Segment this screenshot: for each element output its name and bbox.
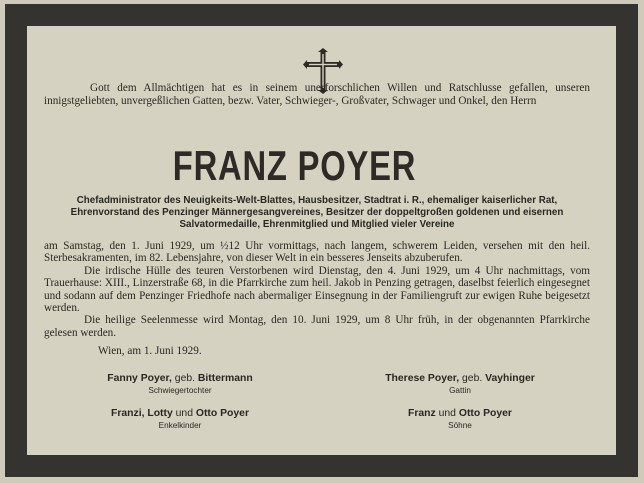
title-line: Chefadministrator des Neuigkeits-Welt-Blattes, Hausbesitzer, Stadtrat i. R., ehemaliger kaiserlicher Rat, — [76, 195, 558, 206]
signatory: Fanny Poyer, geb. Bittermann Schwiegertochter — [70, 373, 290, 395]
funeral-paragraph: Die irdische Hülle des teuren Verstorbenen wird Dienstag, den 4. Juni 1929, um 4 Uhr nachmittags, vom Trauerhause: XIII., Linzerstraße 68, in die Pfarrkirche zum heil. Jakob in Penzing getragen, daselbst feierlich eingesegnet und sodann auf dem Penzinger Friedhofe nach abermaliger Einsegnung in der Familiengruft zur ewigen Ruhe beigesetzt werden. — [44, 264, 590, 315]
signatory-role: Söhne — [448, 421, 472, 430]
signatory-role: Gattin — [449, 386, 471, 395]
signatory-role: Schwiegertochter — [148, 386, 212, 395]
mass-paragraph: Die heilige Seelenmesse wird Montag, den 10. Juni 1929, um 8 Uhr früh, in der obgenannten Pfarrkirche gelesen werden. — [44, 314, 590, 339]
place-date: Wien, am 1. Juni 1929. — [98, 345, 202, 357]
title-line: Salvatormedaille, Ehrenmitglied und Mitglied vieler Vereine — [179, 219, 455, 230]
deceased-titles — [44, 195, 590, 231]
signatory-role: Enkelkinder — [158, 421, 202, 430]
signatory: Franz und Otto Poyer Söhne — [350, 408, 570, 430]
signatory: Franzi, Lotty und Otto Poyer Enkelkinder — [70, 408, 290, 430]
intro-paragraph: Gott dem Allmächtigen hat es in seinem unerforschlichen Willen und Ratschlusse gefallen, unseren innigstgeliebten, unvergeßlichen Gatten, bezw. Vater, Schwieger-, Großvater, Schwager und Onkel, den Herrn — [44, 82, 590, 107]
death-paragraph: am Samstag, den 1. Juni 1929, um ½12 Uhr vormittags, nach langem, schwerem Leiden, versehen mit den heil. Sterbesakramenten, im 82. Lebensjahre, von dieser Welt in ein besseres Jenseits abzuberufen. — [44, 240, 590, 265]
signatory: Therese Poyer, geb. Vayhinger Gattin — [350, 373, 570, 395]
deceased-name: FRANZ POYER — [172, 142, 417, 189]
title-line: Ehrenvorstand des Penzinger Männergesangvereines, Besitzer der doppeltgroßen goldenen und eisernen — [70, 207, 564, 218]
notice-body — [44, 240, 590, 339]
